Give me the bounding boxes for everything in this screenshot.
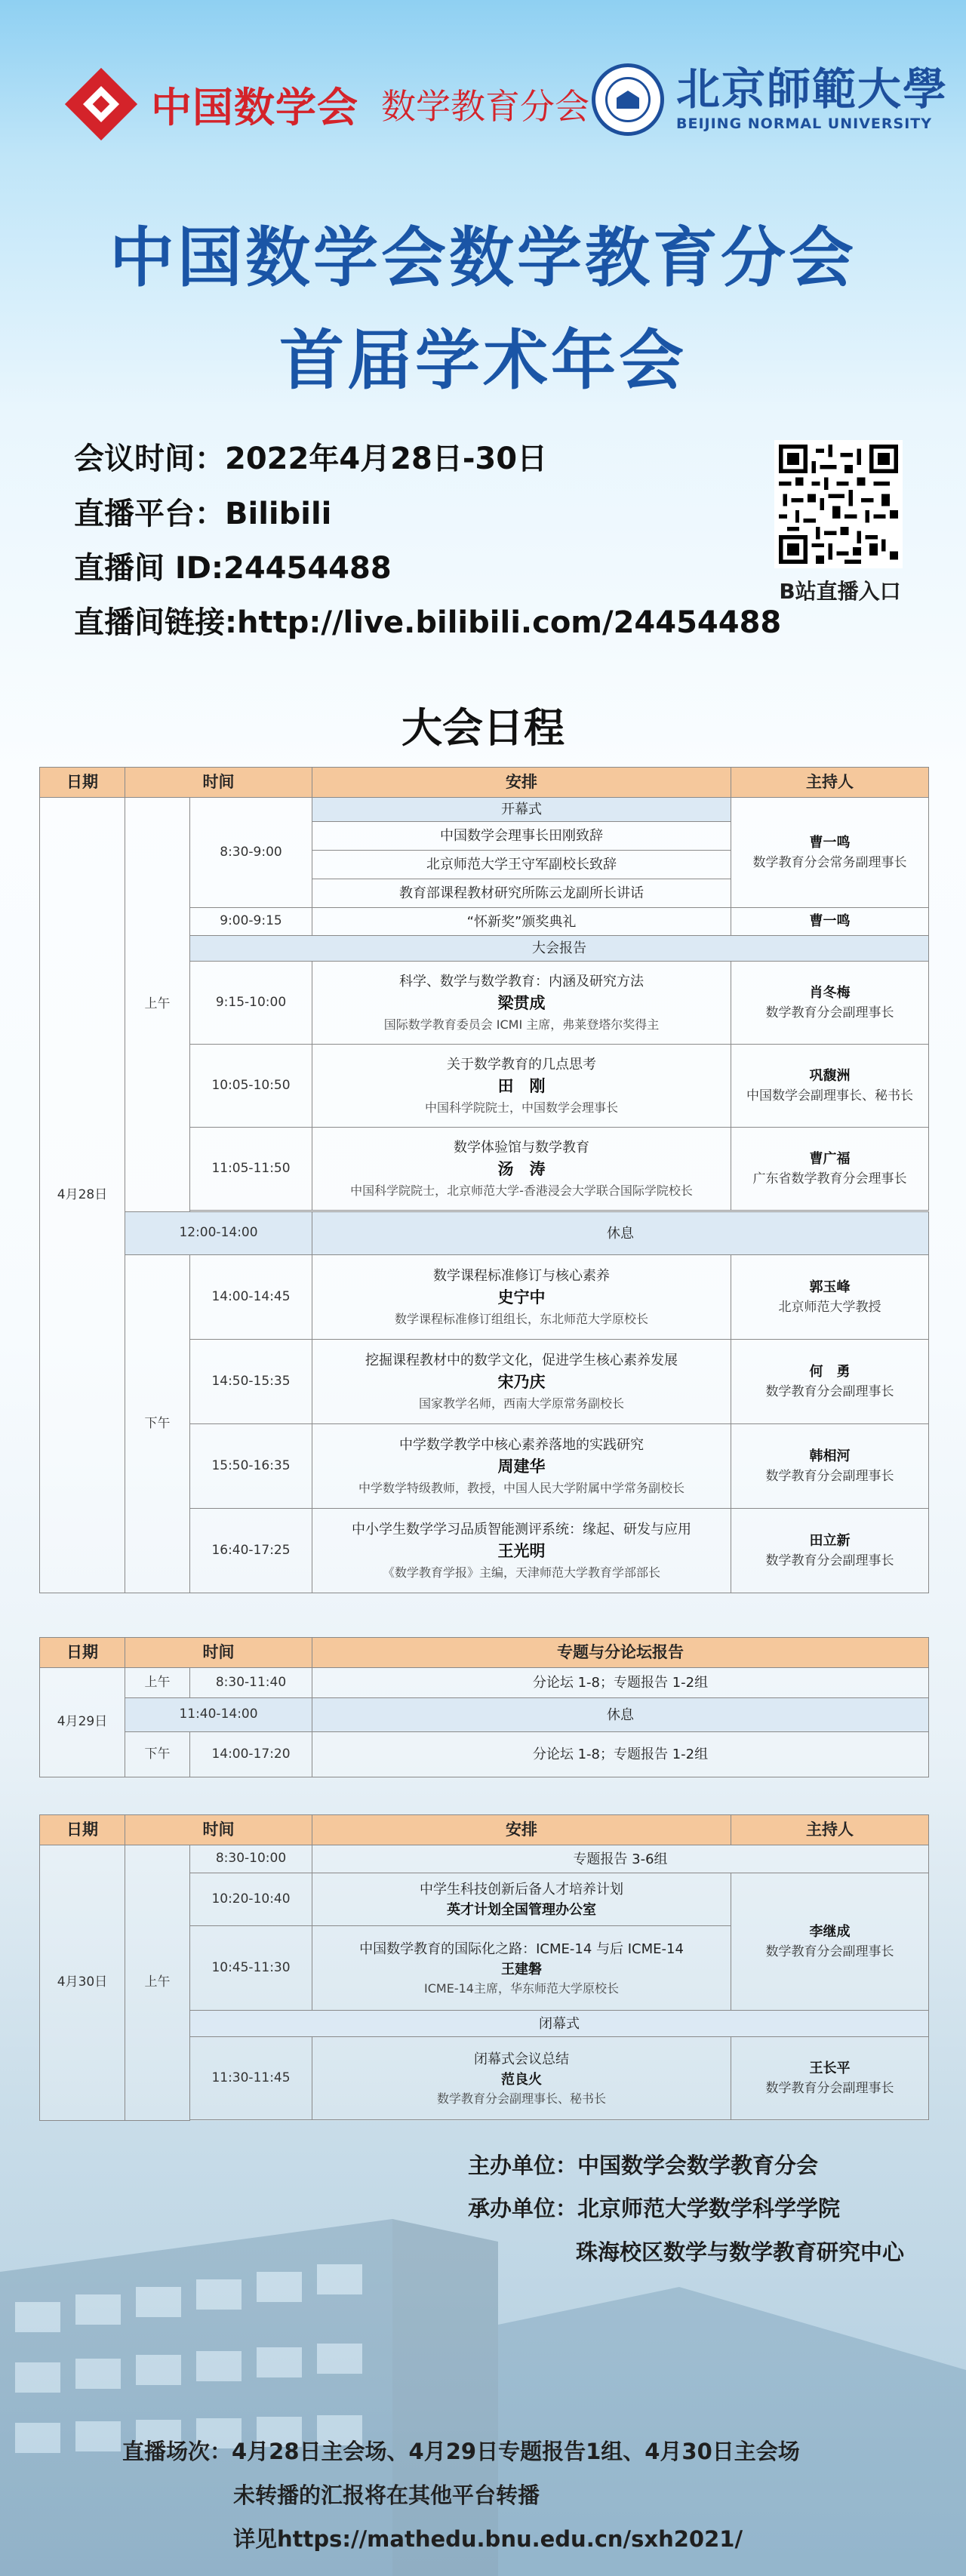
host-title: 数学教育分会副理事长 (765, 1005, 894, 1020)
live-sessions-note: 直播场次：4月28日主会场、4月29日专题报告1组、4月30日主会场 (122, 2439, 800, 2464)
time-cell: 9:00-9:15 (190, 908, 312, 936)
host-cell (731, 1509, 929, 1593)
talk-cell (312, 1873, 731, 1926)
talk-title: 闭幕式会议总结 (474, 2051, 569, 2067)
col-time: 时间 (125, 768, 312, 798)
schedule-table-day2 (39, 1637, 929, 1777)
date-cell: 4月30日 (40, 1845, 125, 2121)
speaker: 汤 涛 (497, 1160, 546, 1179)
host-title: 数学教育分会副理事长 (765, 1468, 894, 1484)
date-cell: 4月29日 (40, 1668, 125, 1777)
host-cell (731, 1045, 929, 1128)
host-name: 巩馥洲 (809, 1068, 851, 1084)
period-cell: 上午 (125, 1668, 190, 1698)
speaker-desc: 中国科学院院士，北京师范大学-香港浸会大学联合国际学院校长 (350, 1183, 693, 1198)
speaker-desc: 数学教育分会副理事长、秘书长 (436, 2091, 606, 2106)
speaker: 宋乃庆 (497, 1373, 546, 1392)
time-cell: 8:30-9:00 (190, 798, 312, 908)
talk-cell (312, 962, 731, 1045)
talk-cell (312, 1045, 731, 1128)
host-title: 数学教育分会常务副理事长 (752, 854, 907, 870)
speaker-desc: 中国科学院院士，中国数学会理事长 (424, 1100, 618, 1115)
break-time: 11:40-14:00 (125, 1698, 312, 1732)
list-item: 中国数学会理事长田刚致辞 (312, 822, 731, 851)
host-name: 李继成 (809, 1924, 851, 1940)
col-date: 日期 (40, 768, 125, 798)
speaker: 王建磐 (501, 1961, 542, 1977)
host-title: 广东省数学教育分会理事长 (752, 1171, 907, 1186)
host-cell (731, 798, 929, 908)
bnu-name-cn: 北京師範大學 (676, 63, 949, 115)
table-header-row (40, 1638, 929, 1668)
speaker-desc: ICME-14主席，华东师范大学原校长 (424, 1980, 619, 1996)
col-host: 主持人 (731, 768, 929, 798)
qr-label: B站直播入口 (779, 579, 901, 604)
time-cell: 16:40-17:25 (190, 1509, 312, 1593)
speaker: 周建华 (497, 1457, 546, 1476)
talk-title: 关于数学教育的几点思考 (447, 1057, 596, 1073)
host-title: 中国数学会副理事长、秘书长 (746, 1088, 913, 1103)
period-cell: 上午 (125, 798, 190, 1212)
speaker-desc: 国家教学名师，西南大学原常务副校长 (418, 1396, 624, 1411)
host-title: 数学教育分会副理事长 (765, 1383, 894, 1399)
cms-branch-name: 数学教育分会 (381, 86, 589, 127)
time-cell: 14:50-15:35 (190, 1340, 312, 1424)
qr-code-icon[interactable] (774, 440, 903, 568)
speaker: 英才计划全国管理办公室 (447, 1901, 596, 1918)
break-label: 休息 (312, 1212, 929, 1255)
main-title-line1: 中国数学会数学教育分会 (109, 220, 857, 296)
host-name: 王长平 (809, 2060, 851, 2076)
list-item: 北京师范大学王守军副校长致辞 (312, 851, 731, 879)
period-cell: 下午 (125, 1732, 190, 1777)
cms-diamond-logo-icon (66, 69, 136, 139)
speaker: 范良火 (501, 2071, 542, 2088)
time-cell: 10:45-11:30 (190, 1926, 312, 2011)
schedule-table-day1 (39, 767, 929, 1593)
break-label: 休息 (312, 1698, 929, 1732)
replay-note: 未转播的汇报将在其他平台转播 (233, 2482, 540, 2508)
date-cell: 4月28日 (40, 798, 125, 1593)
talk-cell (312, 1340, 731, 1424)
host-title: 数学教育分会副理事长 (765, 2080, 894, 2096)
host-name: 曹一鸣 (809, 835, 851, 851)
talk-title: 挖掘课程教材中的数学文化，促进学生核心素养发展 (365, 1353, 678, 1369)
speaker: 梁贯成 (497, 994, 546, 1013)
cms-logo-group (66, 69, 589, 139)
host-cell (731, 1424, 929, 1509)
bnu-logo-group (592, 63, 948, 136)
col-agenda: 安排 (312, 1815, 731, 1845)
talk-cell (312, 1128, 731, 1211)
talk-title: 中国数学教育的国际化之路：ICME-14 与后 ICME-14 (359, 1940, 684, 1957)
live-platform: 直播平台：Bilibili (74, 497, 332, 531)
organizer-line: 承办单位：北京师范大学数学科学学院 (468, 2196, 841, 2221)
speaker-desc: 数学课程标准修订组组长，东北师范大学原校长 (394, 1311, 648, 1326)
time-cell: 11:30-11:45 (190, 2037, 312, 2120)
col-time: 时间 (125, 1638, 312, 1668)
time-cell: 15:50-16:35 (190, 1424, 312, 1509)
session-content: 专题报告 3-6组 (312, 1845, 929, 1873)
host-name: 何 勇 (809, 1364, 851, 1380)
talk-cell (312, 1424, 731, 1509)
speaker-desc: 《数学教育学报》主编，天津师范大学教育学部部长 (382, 1565, 660, 1580)
time-cell: 8:30-11:40 (190, 1668, 312, 1698)
bnu-seal-icon (592, 63, 664, 136)
session-content: 分论坛 1-8；专题报告 1-2组 (312, 1732, 929, 1777)
col-date: 日期 (40, 1815, 125, 1845)
speaker: 田 刚 (497, 1077, 546, 1096)
schedule-table-day3 (39, 1814, 929, 2121)
organizer-line2: 珠海校区数学与数学教育研究中心 (576, 2239, 905, 2265)
talk-cell (312, 2037, 731, 2120)
main-title-line2: 首届学术年会 (279, 323, 687, 399)
talk-cell (312, 1255, 731, 1340)
col-date: 日期 (40, 1638, 125, 1668)
talk-title: 中小学生数学学习品质智能测评系统：缘起、研发与应用 (352, 1522, 691, 1538)
talk-title: 数学体验馆与数学教育 (454, 1140, 589, 1156)
host-cell (731, 908, 929, 936)
closing-label: 闭幕式 (190, 2011, 929, 2037)
time-cell: 14:00-14:45 (190, 1255, 312, 1340)
plenary-label: 大会报告 (190, 936, 929, 962)
time-cell: 8:30-10:00 (190, 1845, 312, 1873)
speaker-desc: 中学数学特级教师，教授，中国人民大学附属中学常务副校长 (358, 1480, 685, 1495)
cms-name: 中国数学会 (151, 82, 358, 131)
period-cell: 上午 (125, 1845, 190, 2121)
break-time: 12:00-14:00 (125, 1212, 312, 1255)
col-agenda: 安排 (312, 768, 731, 798)
bnu-name-en: BEIJING NORMAL UNIVERSITY (676, 115, 932, 132)
host-name: 田立新 (809, 1533, 851, 1549)
host-title: 数学教育分会副理事长 (765, 1944, 894, 1959)
talk-cell (312, 1509, 731, 1593)
talk-title: 中学生科技创新后备人才培养计划 (420, 1881, 623, 1897)
host-cell (731, 1873, 929, 2011)
col-host: 主持人 (731, 1815, 929, 1845)
host-name: 曹一鸣 (809, 913, 851, 930)
table-header-row (40, 768, 929, 798)
host-name: 韩相河 (809, 1448, 851, 1464)
talk-title: 中学数学教学中核心素养落地的实践研究 (399, 1437, 644, 1454)
host-cell (731, 1255, 929, 1340)
col-time: 时间 (125, 1815, 312, 1845)
host-name: 曹广福 (809, 1151, 851, 1167)
award-ceremony: “怀新奖”颁奖典礼 (312, 908, 731, 936)
time-cell: 9:15-10:00 (190, 962, 312, 1045)
live-room-link[interactable]: 直播间链接:http://live.bilibili.com/24454488 (74, 605, 782, 640)
schedule-title: 大会日程 (401, 704, 565, 752)
host-cell (731, 2037, 929, 2120)
time-cell: 10:20-10:40 (190, 1873, 312, 1926)
time-cell: 11:05-11:50 (190, 1128, 312, 1211)
host-name: 肖冬梅 (809, 985, 851, 1001)
meeting-time: 会议时间：2022年4月28日-30日 (74, 442, 548, 476)
live-room-id: 直播间 ID:24454488 (74, 551, 392, 586)
table-header-row (40, 1815, 929, 1845)
host-name: 郭玉峰 (809, 1279, 851, 1295)
talk-title: 数学课程标准修订与核心素养 (433, 1268, 610, 1285)
speaker: 史宁中 (497, 1288, 546, 1307)
time-cell: 10:05-10:50 (190, 1045, 312, 1128)
host-cell (731, 1340, 929, 1424)
speaker: 王光明 (497, 1542, 546, 1561)
host-title: 数学教育分会副理事长 (765, 1553, 894, 1568)
host-cell (731, 962, 929, 1045)
host-cell (731, 1128, 929, 1211)
details-link[interactable]: 详见https://mathedu.bnu.edu.cn/sxh2021/ (233, 2526, 743, 2552)
talk-cell (312, 1926, 731, 2011)
host-title: 北京师范大学教授 (778, 1299, 881, 1315)
campus-building-background (0, 2174, 966, 2576)
sponsor-line: 主办单位：中国数学会数学教育分会 (468, 2153, 819, 2178)
list-item: 教育部课程教材研究所陈云龙副所长讲话 (312, 879, 731, 908)
col-agenda: 专题与分论坛报告 (312, 1638, 929, 1668)
session-content: 分论坛 1-8；专题报告 1-2组 (312, 1668, 929, 1698)
opening-label: 开幕式 (312, 798, 731, 822)
talk-title: 科学、数学与数学教育：内涵及研究方法 (399, 974, 644, 990)
speaker-desc: 国际数学教育委员会 ICMI 主席，弗莱登塔尔奖得主 (383, 1017, 660, 1032)
time-cell: 14:00-17:20 (190, 1732, 312, 1777)
period-cell: 下午 (125, 1255, 190, 1593)
